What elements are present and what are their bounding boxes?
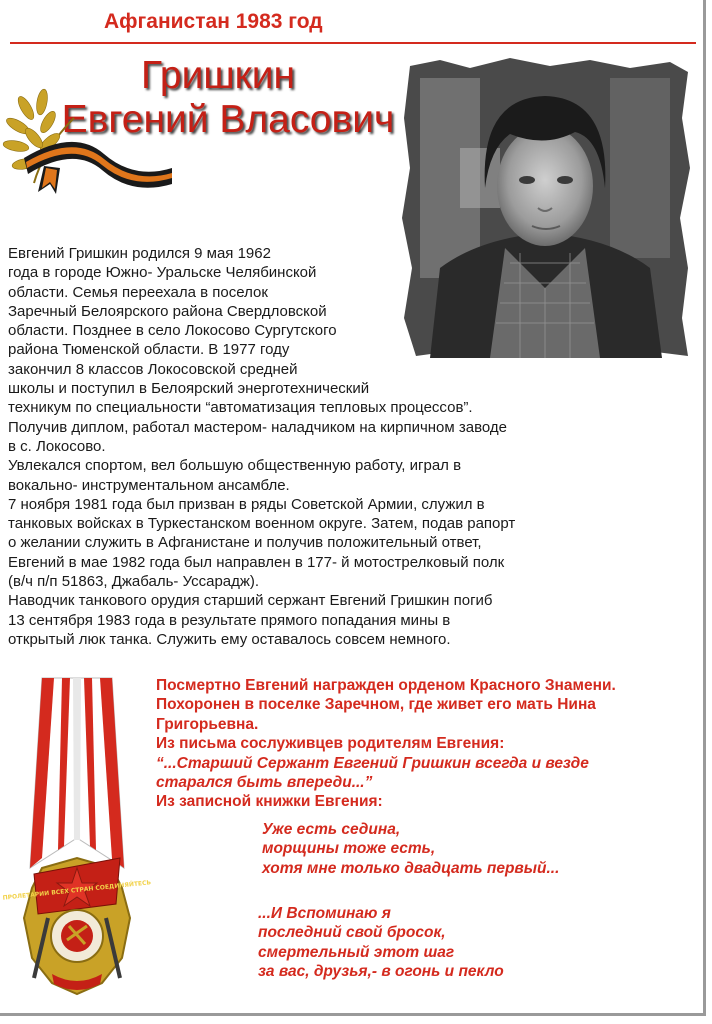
bio-line: Заречный Белоярского района Свердловской — [8, 302, 327, 320]
award-line: Из письма сослуживцев родителям Евгения: — [156, 735, 505, 753]
bio-line: области. Семья переехала в поселок — [8, 283, 268, 301]
poem-stanza-2 — [258, 904, 504, 982]
quote-line: “...Старший Сержант Евгений Гришкин всегда и везде — [156, 754, 589, 772]
bio-line: района Тюменской области. В 1977 году — [8, 341, 290, 359]
bio-line: 13 сентября 1983 года в результате прямого попадания мины в — [8, 611, 451, 629]
bio-line: танковых войсках в Туркестанском военном округе. Затем, подав рапорт — [8, 515, 516, 533]
bio-line: Евгений в мае 1982 года был направлен в 177- й мотострелковый полк — [8, 553, 505, 571]
bio-line: области. Позднее в село Локосово Сургутского — [8, 322, 337, 340]
bio-line: открытый люк танка. Служить ему оставалось совсем немного. — [8, 630, 451, 648]
laurel-ribbon-emblem — [4, 88, 176, 198]
award-line: Похоронен в поселке Заречном, где живет его мать Нина — [156, 696, 596, 714]
award-section — [156, 676, 706, 812]
award-line: Григорьевна. — [156, 715, 259, 733]
bio-line: в с. Локосово. — [8, 437, 106, 455]
bio-line: Наводчик танкового орудия старший сержант Евгений Гришкин погиб — [8, 592, 493, 610]
notebook-heading: Из записной книжки Евгения: — [156, 793, 383, 811]
bio-line: вокально- инструментальном ансамбле. — [8, 476, 290, 494]
medal-banner-text: ПРОЛЕТАРИИ ВСЕХ СТРАН СОЕДИНЯЙТЕСЬ — [2, 879, 152, 902]
poem-line: последний свой бросок, — [258, 924, 446, 942]
order-red-banner-medal — [2, 678, 152, 998]
poem-line: ...И Вспоминаю я — [258, 905, 391, 922]
bio-line: 7 ноября 1981 года был призван в ряды Советской Армии, служил в — [8, 495, 485, 513]
bio-line: о желании служить в Афганистане и получив положительный ответ, — [8, 534, 482, 552]
bio-line: (в/ч п/п 51863, Джабаль- Уссарадж). — [8, 573, 260, 591]
quote-line: старался быть впереди...” — [156, 774, 373, 792]
person-given-name: Евгений Власович — [61, 98, 395, 141]
page-header-title: Афганистан 1983 год — [104, 10, 323, 33]
bio-line: Увлекался спортом, вел большую общественную работу, играл в — [8, 457, 462, 475]
bio-line: Евгений Гришкин родился 9 мая 1962 — [8, 245, 271, 262]
poem-line: за вас, друзья,- в огонь и пекло — [258, 963, 504, 981]
person-surname: Гришкин — [140, 54, 296, 97]
header-divider — [10, 42, 696, 44]
biography-text — [8, 244, 618, 649]
poem-line: Уже есть седина, — [262, 821, 401, 838]
bio-line: школы и поступил в Белоярский энерготехнический — [8, 380, 370, 398]
bio-line: техникум по специальности “автоматизация тепловых процессов”. — [8, 399, 473, 417]
poem-stanza-1 — [262, 820, 559, 878]
award-line: Посмертно Евгений награжден орденом Красного Знамени. — [156, 677, 616, 694]
poem-line: морщины тоже есть, — [262, 840, 436, 858]
bio-line: года в городе Южно- Уральске Челябинской — [8, 264, 317, 282]
bio-line: Получив диплом, работал мастером- наладчиком на кирпичном заводе — [8, 418, 507, 436]
poem-line: хотя мне только двадцать первый... — [262, 859, 560, 877]
bio-line: закончил 8 классов Локосовской средней — [8, 360, 298, 378]
poem-line: смертельный этот шаг — [258, 943, 455, 961]
